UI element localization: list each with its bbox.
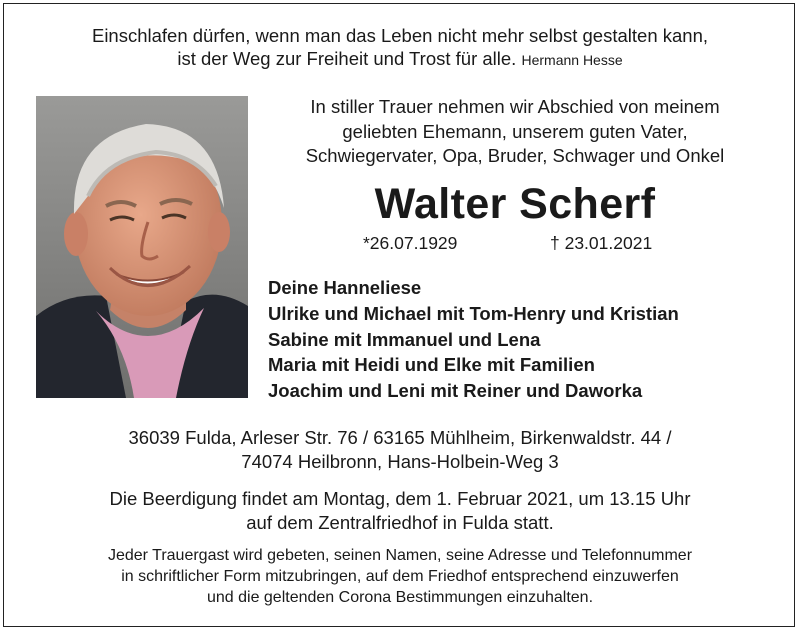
funeral-line-1: Die Beerdigung findet am Montag, dem 1. Februar 2021, um 13.15 Uhr: [109, 488, 691, 509]
funeral-info: [0, 487, 800, 535]
notice-line-2: in schriftlicher Form mitzubringen, auf dem Friedhof entsprechend einzuwerfen: [121, 568, 679, 585]
quote-line-2-text: ist der Weg zur Freiheit und Trost für alle.: [177, 48, 517, 69]
intro-line-2: geliebten Ehemann, unserem guten Vater,: [342, 120, 688, 142]
family-line: Ulrike und Michael mit Tom-Henry und Kristian: [268, 302, 679, 324]
family-line: Deine Hanneliese: [268, 277, 422, 298]
address-line-2: 74074 Heilbronn, Hans-Holbein-Weg 3: [241, 451, 559, 472]
notice-line-3: und die geltenden Corona Bestimmungen einzuhalten.: [206, 589, 594, 606]
address-block: [0, 426, 800, 474]
address-line-1: 36039 Fulda, Arleser Str. 76 / 63165 Mühlheim, Birkenwaldstr. 44 /: [128, 427, 672, 448]
quote-line-2: [0, 47, 800, 72]
birth-date: *26.07.1929: [363, 233, 458, 253]
notice-line-1: Jeder Trauergast wird gebeten, seinen Namen, seine Adresse und Telefonnummer: [107, 547, 693, 564]
intro-text: [268, 95, 762, 169]
death-date: † 23.01.2021: [550, 233, 653, 253]
deceased-name: Walter Scherf: [374, 180, 656, 228]
intro-line-1: In stiller Trauer nehmen wir Abschied von meinem: [310, 96, 720, 117]
family-line: Maria mit Heidi und Elke mit Familien: [268, 354, 595, 376]
family-line: Sabine mit Immanuel und Lena: [268, 328, 541, 350]
funeral-line-2: auf dem Zentralfriedhof in Fulda statt.: [246, 512, 554, 533]
corona-notice: [0, 545, 800, 608]
family-line: Joachim und Leni mit Reiner und Daworka: [268, 380, 643, 402]
intro-line-3: Schwiegervater, Opa, Bruder, Schwager und Onkel: [305, 145, 725, 166]
quote-author: Hermann Hesse: [521, 52, 623, 68]
quote-line-1: Einschlafen dürfen, wenn man das Leben nicht mehr selbst gestalten kann,: [91, 25, 709, 46]
portrait-photo: [36, 96, 248, 398]
family-list: [268, 275, 679, 404]
quote: [0, 24, 800, 72]
